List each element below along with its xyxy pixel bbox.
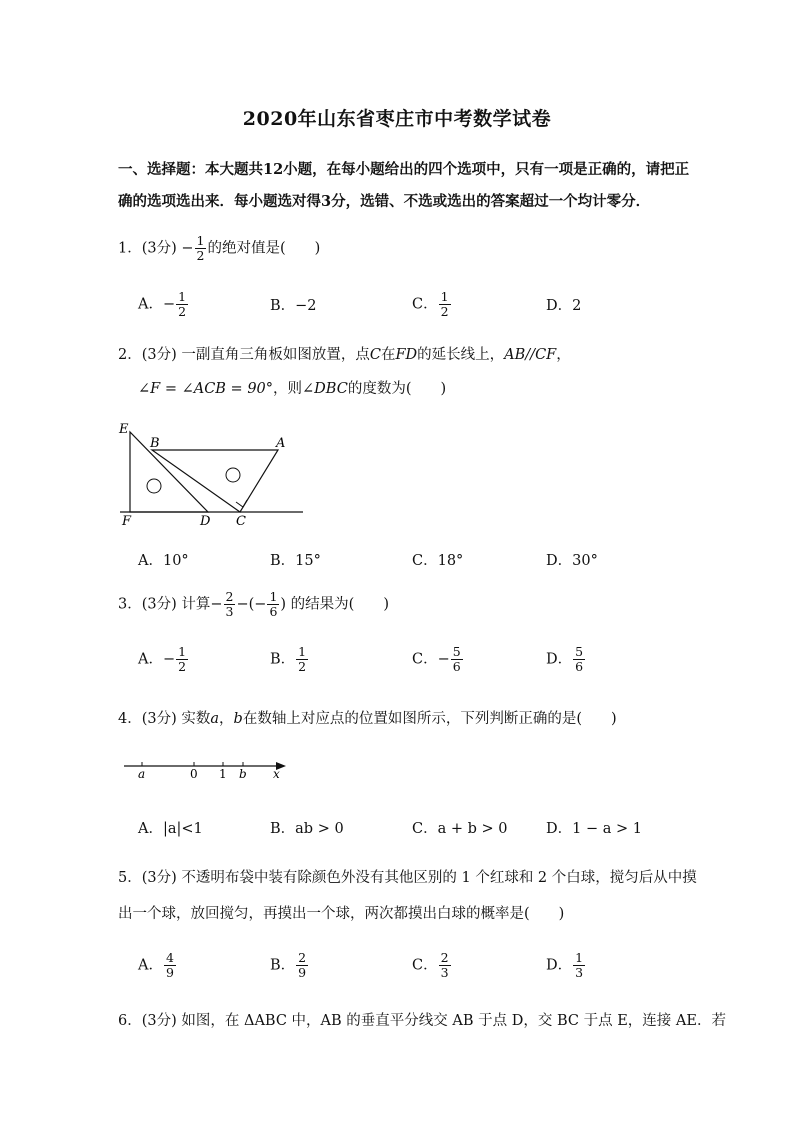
- hole-right: [226, 468, 240, 482]
- label-f: F: [122, 514, 132, 529]
- label-c: C: [236, 514, 246, 529]
- axis-label-zero: 0: [190, 767, 198, 781]
- label-b: B: [150, 436, 160, 451]
- q1-option-b: B．−2: [270, 298, 317, 314]
- q3-option-a: A．− $\frac{1}{2}$: [138, 644, 187, 674]
- section-instructions-line1: 一、选择题：本大题共12小题，在每小题给出的四个选项中，只有一项是正确的，请把正: [118, 161, 690, 178]
- question-5-line1: 5．(3分) 不透明布袋中装有除颜色外没有其他区别的 1 个红球和 2 个白球，搅匀后从中摸: [118, 870, 697, 886]
- q1-option-d: D．2: [546, 298, 582, 314]
- label-e: E: [119, 422, 129, 437]
- q4-option-c: C．a + b > 0: [412, 821, 508, 837]
- axis-label-x: x: [273, 767, 280, 781]
- hole-left: [147, 479, 161, 493]
- question-4: 4．(3分) 实数a，b在数轴上对应点的位置如图所示，下列判断正确的是( ): [118, 711, 617, 727]
- q3-option-d: D． $\frac{5}{6}$: [546, 644, 584, 674]
- question-2-line1: 2．(3分) 一副直角三角板如图放置，点C在FD的延长线上，AB//CF，: [118, 347, 571, 363]
- q2-option-b: B．15°: [270, 553, 321, 569]
- question-6-line1: 6．(3分) 如图，在 ΔABC 中，AB 的垂直平分线交 AB 于点 D，交 BC 于点 E，连接 AE．若: [118, 1013, 726, 1029]
- q2-option-c: C．18°: [412, 553, 464, 569]
- q5-option-d: D． $\frac{1}{3}$: [546, 950, 584, 980]
- q2-option-d: D．30°: [546, 553, 598, 569]
- right-angle-mark: [236, 500, 247, 507]
- triangle-bac: [152, 450, 278, 512]
- q4-option-d: D．1 − a > 1: [546, 821, 642, 837]
- q1-prefix: 1．(3分): [118, 240, 177, 257]
- q4-number-line: [118, 756, 298, 786]
- question-5-line2: 出一个球，放回搅匀，再摸出一个球，两次都摸出白球的概率是( ): [118, 906, 565, 922]
- axis-label-one: 1: [219, 767, 227, 781]
- question-3: 3．(3分) 计算− $\frac{2}{3}$ −(− $\frac{1}{6}$ ) 的结果为( ): [118, 589, 389, 619]
- section-instructions-line2: 确的选项选出来．每小题选对得3分，选错、不选或选出的答案超过一个均计零分．: [118, 193, 651, 210]
- question-2-line2: ∠F = ∠ACB = 90°，则∠DBC的度数为( ): [138, 381, 447, 397]
- q3-option-c: C．− $\frac{5}{6}$: [412, 644, 461, 674]
- q1-option-a: A．− $\frac{1}{2}$: [138, 289, 187, 319]
- q4-option-a: A．|a|<1: [138, 821, 203, 837]
- q3-option-b: B． $\frac{1}{2}$: [270, 644, 307, 674]
- axis-label-b: b: [239, 767, 247, 781]
- q2-triangle-figure: [112, 418, 312, 530]
- label-d: D: [200, 514, 211, 529]
- q5-option-b: B． $\frac{2}{9}$: [270, 950, 307, 980]
- q5-option-a: A． $\frac{4}{9}$: [138, 950, 174, 980]
- q4-option-b: B．ab > 0: [270, 821, 344, 837]
- question-1: [118, 234, 320, 263]
- q1-suffix: 的绝对值是( ): [207, 240, 321, 257]
- axis-label-a: a: [138, 767, 146, 781]
- triangle-efd: [130, 432, 208, 512]
- page-title: 2020年山东省枣庄市中考数学试卷: [242, 108, 552, 130]
- q1-option-c: C． $\frac{1}{2}$: [412, 289, 449, 319]
- q2-option-a: A．10°: [138, 553, 189, 569]
- q1-minus: −: [181, 240, 194, 257]
- label-a: A: [276, 436, 286, 451]
- q1-fraction: $\frac{1}{2}$: [196, 233, 205, 263]
- q5-option-c: C． $\frac{2}{3}$: [412, 950, 449, 980]
